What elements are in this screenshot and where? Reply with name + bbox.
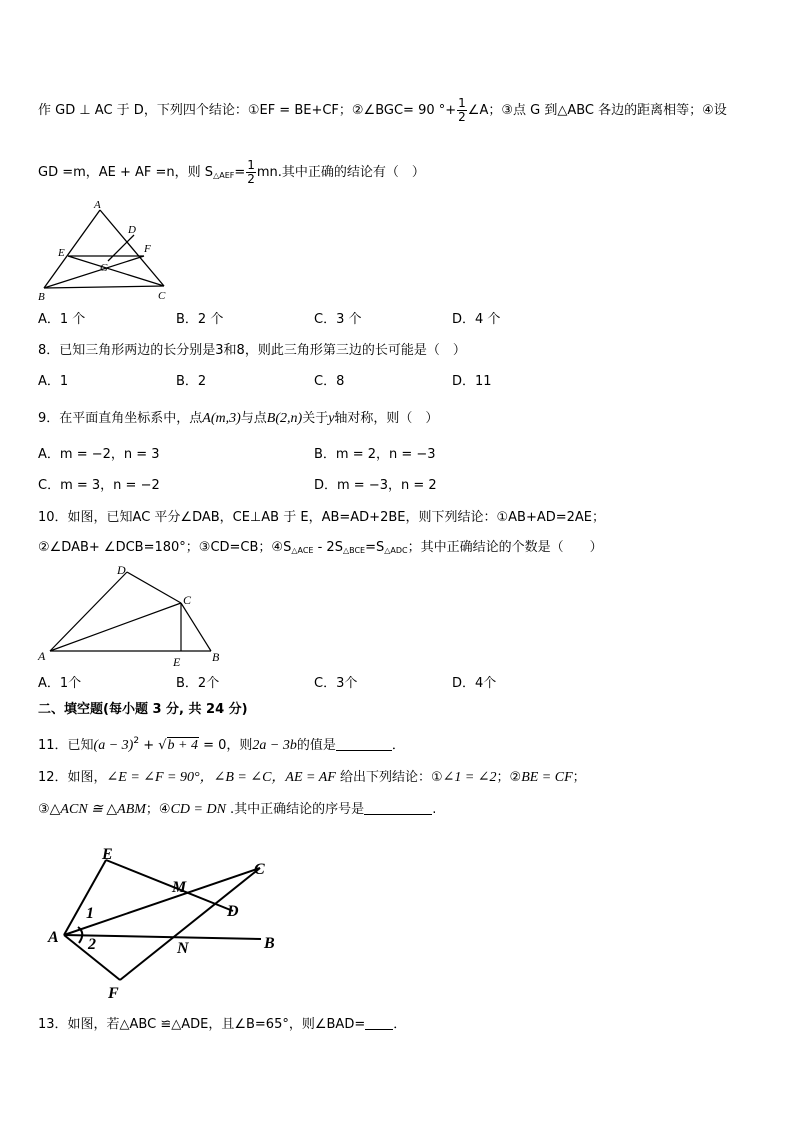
q8-option-c: C．8	[314, 374, 345, 389]
label-E: E	[58, 247, 65, 259]
q9-option-b: B．m = 2，n = −3	[314, 447, 436, 462]
q12-line1: 12．如图，∠E = ∠F = 90°，∠B = ∠C，AE = AF 给出下列结论：①∠1 = ∠2；②BE = CF；	[38, 770, 586, 785]
q9-option-a: A．m = −2，n = 3	[38, 447, 160, 462]
label-A: A	[38, 649, 46, 663]
q8-option-b: B．2	[176, 374, 207, 389]
q7-option-c: C．3 个	[314, 312, 362, 327]
label-2: 2	[88, 936, 96, 953]
answer-blank[interactable]	[365, 1017, 393, 1030]
label-E: E	[173, 655, 181, 669]
label-B: B	[264, 935, 275, 952]
label-C: C	[254, 861, 265, 878]
label-D: D	[117, 563, 126, 577]
q9-option-c: C．m = 3，n = −2	[38, 478, 160, 493]
q10-option-c: C．3个	[314, 676, 358, 691]
label-D: D	[227, 903, 239, 920]
q11-stem: 11．已知$(a - 3)^2 + √b + 4 = 0$，则2a − 3b的值是 ．	[38, 736, 405, 753]
label-C: C	[158, 290, 166, 302]
label-B: B	[212, 650, 220, 664]
label-B: B	[38, 291, 45, 303]
q10-option-a: A．1个	[38, 676, 82, 691]
q12-line2: ③△ACN ≅ △ABM；④CD = DN .其中正确结论的序号是 .	[38, 802, 437, 817]
label-C: C	[183, 593, 192, 607]
label-G: G	[100, 262, 108, 274]
q10-option-d: D．4个	[452, 676, 497, 691]
q7-triangle-figure	[32, 198, 182, 304]
q13-stem: 13．如图，若△ABC ≌△ADE，且∠B=65°，则∠BAD= ．	[38, 1017, 407, 1032]
q7-line1: 作 GD ⊥ AC 于 D，下列四个结论：①EF = BE+CF；②∠BGC= 90 °+ $\frac{1}{2}$ ∠A；③点 G 到△ABC 各边的距离相等；④设	[38, 96, 727, 124]
label-D: D	[128, 224, 136, 236]
q10-quadrilateral-figure	[30, 560, 230, 670]
answer-blank[interactable]	[364, 802, 432, 815]
section-heading: 二、填空题(每小题 3 分, 共 24 分)	[38, 702, 248, 717]
q10-line2: ②∠DAB+ ∠DCB=180°；③CD=CB；$④S_{\triangle ACE} - 2S_{\triangle BCE}=S_{\triangle ADC}$；其中正确结论的个数是（ ）	[38, 540, 603, 555]
q10-line1: 10．如图，已知AC 平分∠DAB，CE⊥AB 于 E，AB=AD+2BE，则下列结论：①AB+AD=2AE；	[38, 510, 606, 525]
q9-stem: 9．在平面直角坐标系中，点A(m,3)与点B(2,n)关于y轴对称，则（ ）	[38, 411, 439, 426]
label-1: 1	[86, 905, 94, 922]
answer-blank[interactable]	[336, 738, 392, 751]
q7-option-a: A．1 个	[38, 312, 86, 327]
label-F: F	[144, 243, 151, 255]
sqrt-symbol: √	[158, 738, 167, 753]
label-F: F	[108, 985, 119, 1002]
q8-option-a: A．1	[38, 374, 69, 389]
label-A: A	[48, 929, 59, 946]
label-A: A	[94, 199, 101, 211]
q8-stem: 8．已知三角形两边的长分别是3和8，则此三角形第三边的长可能是（ ）	[38, 343, 466, 358]
half-fraction-2: $\frac{1}{2}$	[247, 158, 255, 186]
q9-option-d: D．m = −3，n = 2	[314, 478, 437, 493]
label-N: N	[177, 940, 189, 957]
q8-option-d: D．11	[452, 374, 492, 389]
label-E: E	[102, 846, 113, 863]
q7-line2: GD =m，AE + AF =n，则 $S_{\triangle AEF}=$ $\frac{1}{2}$ mn.其中正确的结论有（ ）	[38, 158, 425, 186]
q10-option-b: B．2个	[176, 676, 220, 691]
label-M: M	[172, 879, 187, 896]
q12-figure	[40, 835, 290, 1005]
q7-option-b: B．2 个	[176, 312, 224, 327]
half-fraction: $\frac{1}{2}$	[458, 96, 466, 124]
q7-option-d: D．4 个	[452, 312, 501, 327]
